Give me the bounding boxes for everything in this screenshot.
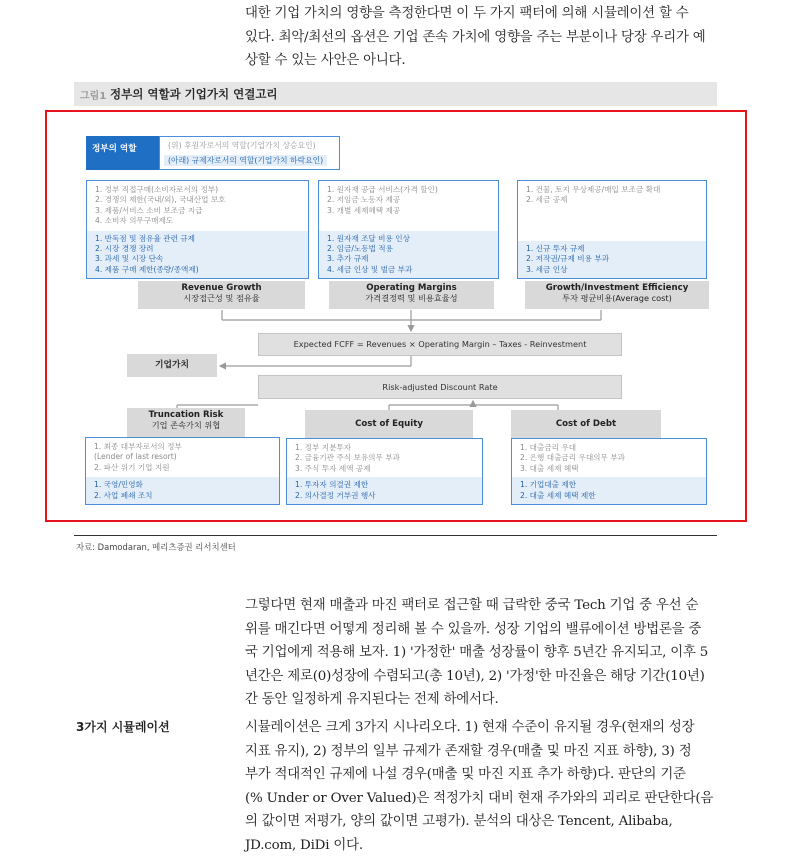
negative-item: 4. 세금 인상 및 벌금 부과 — [327, 265, 498, 275]
operating-margins-label — [329, 281, 494, 309]
positive-item: 1. 대출금리 우대 — [520, 443, 706, 453]
debt-factor-box — [511, 438, 707, 505]
truncation-risk-label — [127, 408, 245, 437]
positive-item: 2. 저임금 노동자 제공 — [327, 195, 498, 205]
negative-item: 1. 기업대출 제한 — [520, 480, 706, 490]
revenue-subtitle: 시장접근성 및 점유율 — [138, 293, 305, 304]
negative-item: 1. 반독점 및 점유율 관련 규제 — [95, 234, 308, 244]
negative-item: 3. 과세 및 시장 단속 — [95, 254, 308, 264]
truncation-subtitle: 기업 존속가치 위협 — [127, 420, 245, 431]
positive-item: 3. 개별 세제혜택 제공 — [327, 206, 498, 216]
text-line: 의 값이면 저평가, 양의 값이면 고평가). 분석의 대상은 Tencent, Alibaba, — [245, 810, 717, 834]
positive-item: (Lender of last resort) — [94, 452, 279, 462]
cost-of-debt-label — [511, 410, 661, 438]
section-side-heading: 3가지 시뮬레이션 — [76, 718, 170, 735]
negative-item: 3. 세금 인상 — [526, 265, 706, 275]
revenue-title: Revenue Growth — [138, 283, 305, 293]
growth-factor-box — [517, 180, 707, 279]
debt-title: Cost of Debt — [511, 410, 661, 438]
truncation-title: Truncation Risk — [127, 410, 245, 420]
text-line: 간 동안 일정하게 유지된다는 전제 하에서다. — [245, 688, 717, 712]
positive-item: 2. 금융기관 주식 보유의무 부과 — [295, 453, 482, 463]
text-line: 대한 기업 가치의 영향을 측정한다면 이 두 가지 팩터에 의해 시뮬레이션 할 수 — [245, 2, 717, 26]
positive-item: 3. 주식 투자 세액 공제 — [295, 464, 482, 474]
negative-item: 2. 시장 경쟁 장려 — [95, 244, 308, 254]
revenue-factor-box — [86, 180, 309, 279]
positive-item: 3. 제품/서비스 소비 보조금 지급 — [95, 206, 308, 216]
positive-item: 1. 원자재 공급 서비스(가격 할인) — [327, 185, 498, 195]
positive-item: 2. 은행 대출금리 우대의무 부과 — [520, 453, 706, 463]
negative-item: 1. 국영/민영화 — [94, 480, 279, 490]
truncation-factor-box — [85, 437, 280, 505]
figure-title: 정부의 역할과 기업가치 연결고리 — [110, 86, 278, 102]
margin-title: Operating Margins — [329, 283, 494, 293]
text-line: 시뮬레이션은 크게 3가지 시나리오다. 1) 현재 수준이 유지될 경우(현재의 성장 — [245, 716, 717, 740]
positive-item: 4. 소비자 의무구매제도 — [95, 216, 308, 226]
negative-item: 1. 투자자 의결권 제한 — [295, 480, 482, 490]
negative-item: 1. 신규 투자 규제 — [526, 244, 706, 254]
positive-item: 2. 파산 위기 기업 지원 — [94, 463, 279, 473]
negative-item: 3. 추가 규제 — [327, 254, 498, 264]
text-line: 위를 매긴다면 어떻게 정리해 볼 수 있을까. 성장 기업의 밸류에이션 방법론을 중 — [245, 618, 717, 642]
role-label: 정부의 역할 — [86, 136, 159, 170]
positive-item: 1. 건물, 토지 무상제공/매입 보조금 확대 — [526, 185, 706, 195]
figure-divider — [74, 535, 717, 536]
negative-item: 2. 저작권/규제 비용 부과 — [526, 254, 706, 264]
text-line: JD.com, DiDi 이다. — [245, 834, 717, 857]
role-down-text: (아래) 규제자로서의 역할(기업가치 하락요인) — [164, 155, 327, 166]
negative-item: 2. 의사결정 거부권 행사 — [295, 491, 482, 501]
positive-item: 2. 경쟁의 제한(국내/외), 국내산업 보호 — [95, 195, 308, 205]
negative-item: 4. 제품 구매 제한(종량/종액제) — [95, 265, 308, 275]
government-value-diagram — [47, 112, 745, 520]
growth-subtitle: 투자 평균비용(Average cost) — [525, 293, 709, 304]
positive-item: 2. 세금 공제 — [526, 195, 706, 205]
role-up-text: (위) 후원자로서의 역할(기업가치 상승요인) — [168, 140, 316, 151]
text-line: 지표 유지), 2) 정부의 일부 규제가 존재할 경우(매출 및 마진 지표 하향), 3) 정 — [245, 740, 717, 764]
text-line: 국 기업에게 적용해 보자. 1) '가정한' 매출 성장률이 향후 5년간 유지되고, 이후 5 — [245, 641, 717, 665]
fcff-formula: Expected FCFF = Revenues × Operating Margin – Taxes - Reinvestment — [258, 333, 622, 356]
revenue-growth-label — [138, 281, 305, 309]
body-paragraph — [245, 716, 717, 857]
growth-title: Growth/Investment Efficiency — [525, 283, 709, 293]
text-line: 상할 수 있는 사안은 아니다. — [245, 49, 717, 73]
role-legend — [159, 136, 340, 170]
margin-factor-box — [318, 180, 499, 279]
margin-subtitle: 가격결정력 및 비용효율성 — [329, 293, 494, 304]
discount-rate-bar: Risk-adjusted Discount Rate — [258, 375, 622, 399]
growth-investment-label — [525, 281, 709, 309]
negative-item: 2. 임금/노동법 적용 — [327, 244, 498, 254]
figure-header — [74, 82, 717, 106]
equity-title: Cost of Equity — [305, 410, 473, 438]
intro-paragraph — [245, 2, 717, 73]
equity-factor-box — [286, 438, 483, 505]
text-line: 년간은 제로(0)성장에 수렴되고(총 10년), 2) '가정'한 마진율은 해당 기간(10년) — [245, 665, 717, 689]
enterprise-value-label: 기업가치 — [127, 354, 217, 377]
positive-item: 1. 정부 지분투자 — [295, 443, 482, 453]
negative-item: 2. 대출 세제 혜택 제한 — [520, 491, 706, 501]
positive-item: 1. 최종 대부자로서의 정부 — [94, 442, 279, 452]
positive-item: 3. 대출 세제 혜택 — [520, 464, 706, 474]
positive-item: 1. 정부 직접구매(소비자로서의 정부) — [95, 185, 308, 195]
cost-of-equity-label — [305, 410, 473, 438]
figure-number: 그림1 — [80, 87, 106, 102]
text-line: 그렇다면 현재 매출과 마진 팩터로 접근할 때 급락한 중국 Tech 기업 중 우선 순 — [245, 594, 717, 618]
body-paragraph — [245, 594, 717, 712]
figure-source: 자료: Damodaran, 메리츠증권 리서치센터 — [76, 541, 236, 553]
negative-item: 1. 원자재 조달 비용 인상 — [327, 234, 498, 244]
text-line: (% Under or Over Valued)은 적정가치 대비 현재 주가와의 괴리로 판단한다(음 — [245, 787, 717, 811]
text-line: 부가 적대적인 규제에 나설 경우(매출 및 마진 지표 추가 하향)다. 판단의 기준 — [245, 763, 717, 787]
text-line: 있다. 최악/최선의 옵션은 기업 존속 가치에 영향을 주는 부분이나 당장 우리가 예 — [245, 26, 717, 50]
negative-item: 2. 사업 폐쇄 조치 — [94, 491, 279, 501]
